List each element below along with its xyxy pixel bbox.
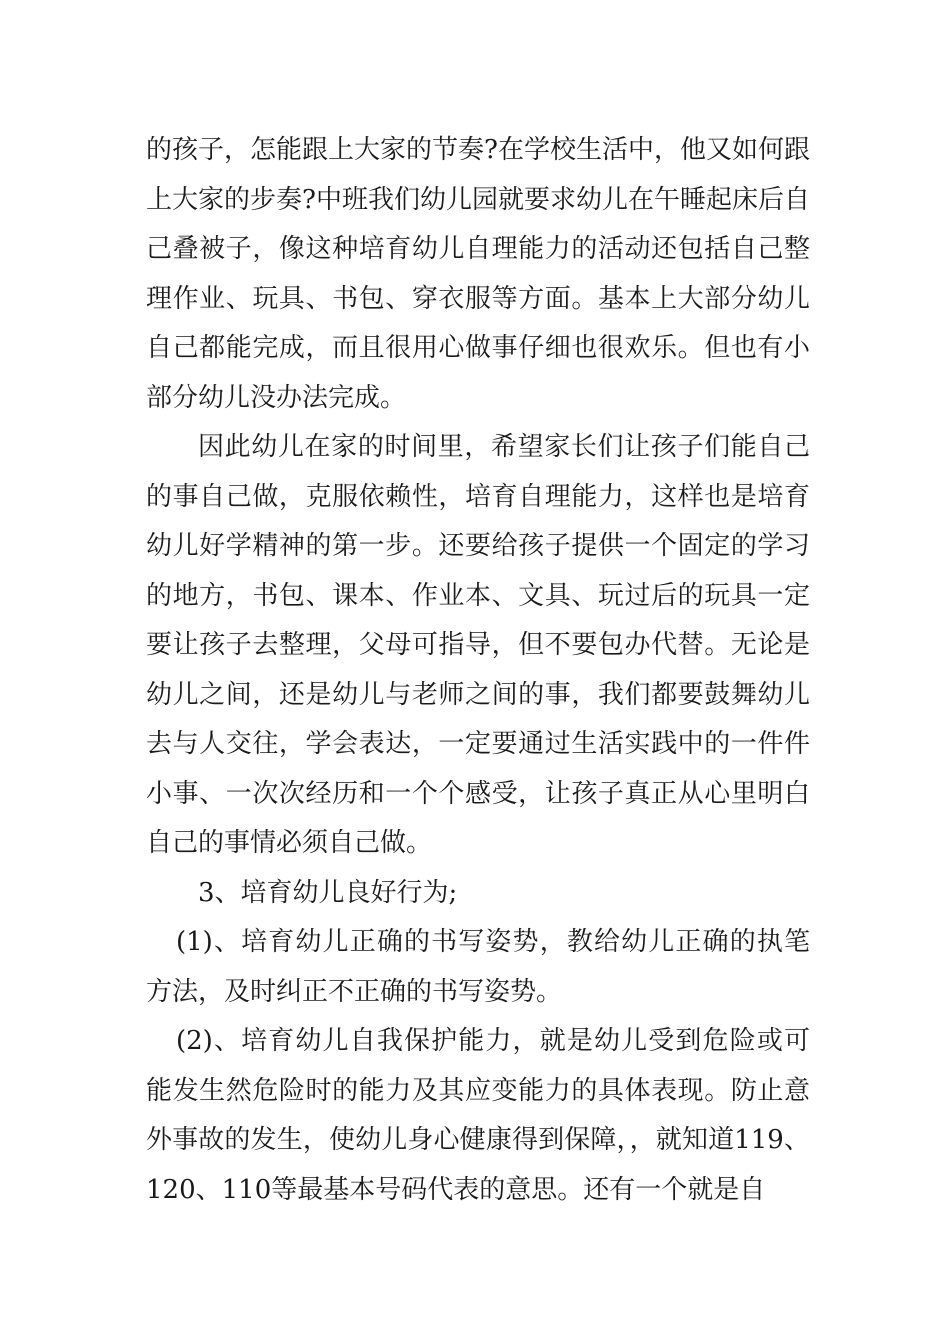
paragraph-parents-guidance: 因此幼儿在家的时间里，希望家长们让孩子们能自己的事自己做，克服依赖性，培育自理能力，这样也是培育幼儿好学精神的第一步。还要给孩子提供一个固定的学习的地方，书包、课本、作业本、文具、玩过后的玩具一定要让孩子去整理，父母可指导，但不要包办代替。无论是幼儿之间，还是幼儿与老师之间的事，我们都要鼓舞幼儿去与人交往，学会表达，一定要通过生活实践中的一件件小事、一次次经历和一个个感受，让孩子真正从心里明白自己的事情必须自己做。 bbox=[146, 432, 810, 858]
document-body bbox=[146, 126, 810, 1215]
list-item-writing-posture: (1)、培育幼儿正确的书写姿势，教给幼儿正确的执笔方法，及时纠正不正确的书写姿势。 bbox=[146, 927, 810, 1007]
list-item-self-protection: (2)、培育幼儿自我保护能力，就是幼儿受到危险或可能发生然危险时的能力及其应变能力的具体表现。防止意外事故的发生，使幼儿身心健康得到保障，，就知道119、120、110等最基本号码代表的意思。还有一个就是自 bbox=[146, 1026, 810, 1205]
paragraph-self-care-intro: 的孩子，怎能跟上大家的节奏?在学校生活中，他又如何跟上大家的步奏?中班我们幼儿园就要求幼儿在午睡起床后自己叠被子，像这种培育幼儿自理能力的活动还包括自己整理作业、玩具、书包、穿衣服等方面。基本上大部分幼儿自己都能完成，而且很用心做事仔细也很欢乐。但也有小部分幼儿没办法完成。 bbox=[146, 135, 810, 413]
section-heading-good-behavior: 3、培育幼儿良好行为; bbox=[198, 877, 458, 908]
